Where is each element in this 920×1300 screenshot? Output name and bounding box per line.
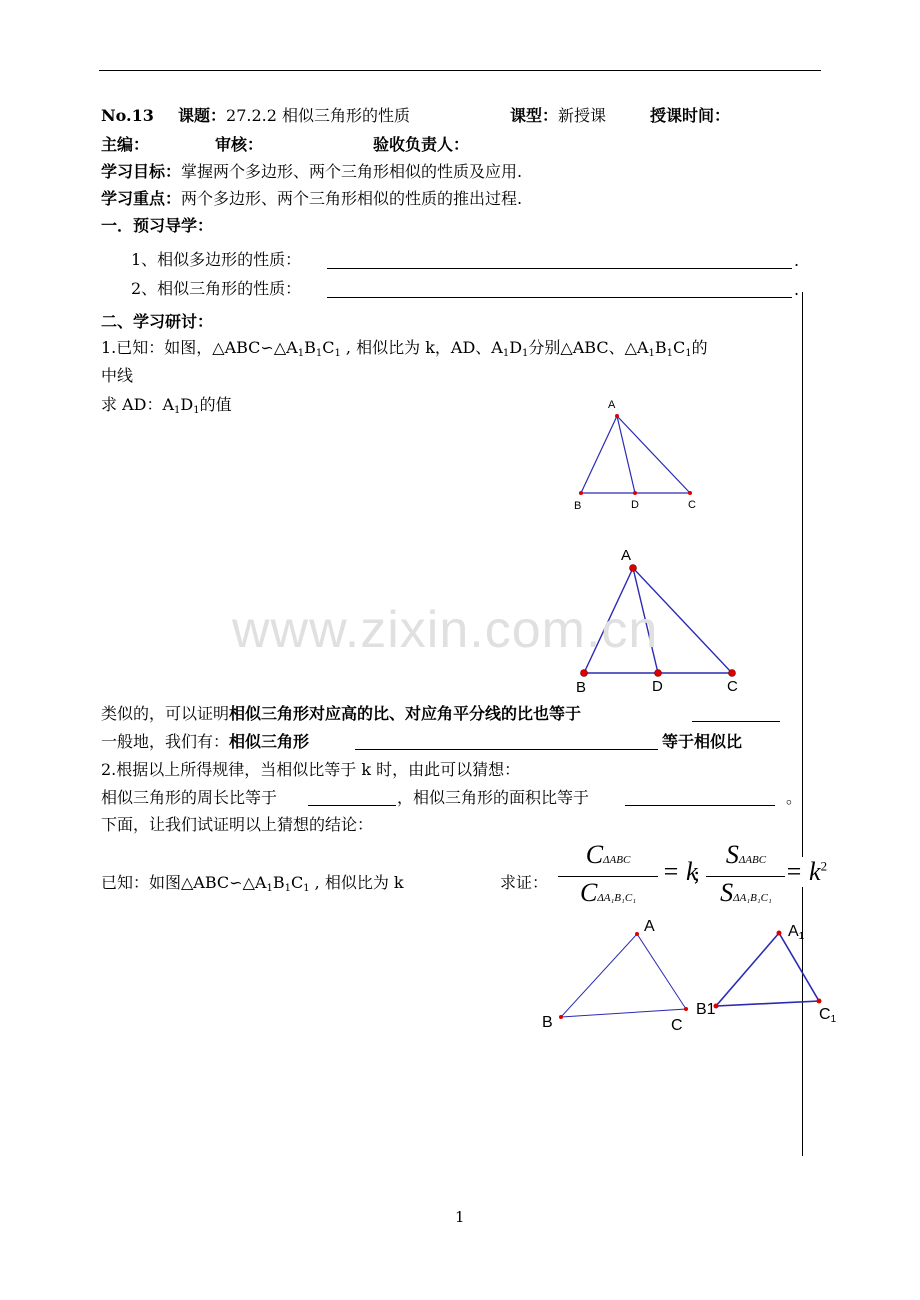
learning-focus bbox=[101, 189, 522, 209]
fig4-label-c: C1 bbox=[819, 1006, 837, 1025]
q1-sub: 1 bbox=[334, 348, 341, 359]
question-2-area: ，相似三角形的面积比等于 bbox=[397, 788, 590, 807]
semicolon: ； bbox=[693, 866, 710, 885]
fig4-label-a: A1 bbox=[788, 923, 805, 942]
general-text-c: 等于相似比 bbox=[662, 732, 743, 751]
lesson-number: No.13 bbox=[101, 106, 154, 125]
known-sub: 1 bbox=[303, 883, 310, 894]
period-1: . bbox=[794, 251, 800, 270]
q1-text-c: 分别△ABC、△A bbox=[528, 338, 649, 357]
abc-sub: ΔABC bbox=[603, 854, 631, 866]
known-c: C bbox=[290, 873, 304, 892]
c-symbol: C bbox=[579, 878, 598, 907]
equals-k: = k bbox=[662, 857, 698, 886]
fig2-label-a: A bbox=[621, 547, 632, 564]
general-text-b: 相似三角形 bbox=[229, 732, 310, 751]
q1-sub: 1 bbox=[193, 405, 200, 416]
goal-label: 学习目标： bbox=[101, 162, 182, 181]
q1-text-d: 的 bbox=[691, 338, 708, 357]
question-1-line-1 bbox=[101, 338, 708, 364]
figure-4-triangle bbox=[690, 915, 850, 1035]
topic-value: 27.2.2 相似三角形的性质 bbox=[226, 106, 410, 125]
perimeter-ratio-fraction bbox=[558, 840, 658, 913]
section2-title: 二、学习研讨： bbox=[101, 312, 214, 331]
type-label: 课型： bbox=[510, 106, 559, 125]
a1b1c1-sub: ΔA₁B₁C₁ bbox=[733, 892, 772, 904]
fig2-label-c: C bbox=[727, 678, 738, 695]
q1-sub: 1 bbox=[174, 405, 181, 416]
q1-find-a: 求 AD：A bbox=[101, 395, 175, 414]
c-symbol: C bbox=[585, 840, 604, 869]
equals-k-squared bbox=[785, 857, 827, 887]
answer-blank-3[interactable] bbox=[692, 721, 780, 722]
square-exponent: 2 bbox=[820, 858, 828, 874]
q1-sub: 1 bbox=[502, 348, 510, 359]
q1-sub: 1 bbox=[666, 348, 673, 359]
fig3-label-a: A bbox=[644, 918, 655, 935]
fig1-label-a: A bbox=[608, 399, 616, 411]
answer-blank-2[interactable] bbox=[327, 297, 792, 298]
similar-statement bbox=[101, 704, 581, 724]
goal-text: 掌握两个多边形、两个三角形相似的性质及应用. bbox=[181, 162, 523, 181]
answer-blank-6[interactable] bbox=[625, 805, 775, 806]
s-symbol: S bbox=[725, 840, 739, 869]
known-statement bbox=[101, 873, 404, 899]
s-symbol: S bbox=[720, 878, 734, 907]
eq-k2: = k bbox=[785, 857, 821, 886]
figure-1-triangle bbox=[560, 395, 720, 515]
type-value: 新授课 bbox=[558, 106, 607, 125]
known-b: B bbox=[272, 873, 285, 892]
answer-blank-4[interactable] bbox=[355, 749, 658, 750]
prove-label: 求证： bbox=[500, 873, 549, 892]
q1-sub: 1 bbox=[297, 348, 305, 359]
known-text-a: 已知：如图△ABC∽△A bbox=[101, 873, 267, 892]
q1-c: C bbox=[672, 338, 686, 357]
question-2-perimeter: 相似三角形的周长比等于 bbox=[101, 788, 278, 807]
area-ratio-fraction bbox=[706, 840, 786, 913]
preview-item-1: 1、相似多边形的性质： bbox=[131, 250, 302, 269]
top-rule bbox=[99, 70, 821, 71]
question-2-line-3: 下面，让我们试证明以上猜想的结论： bbox=[101, 815, 374, 834]
fraction-bar bbox=[558, 876, 658, 877]
fig1-label-c: C bbox=[688, 499, 696, 511]
preview-item-2: 2、相似三角形的性质： bbox=[131, 279, 302, 298]
fig3-label-c: C bbox=[671, 1017, 683, 1034]
q1-c: C bbox=[322, 338, 335, 357]
q1-sub: 1 bbox=[648, 348, 655, 359]
perimeter-numerator bbox=[558, 840, 658, 875]
watermark: www.zixin.com.cn bbox=[232, 601, 659, 659]
q1-sub: 1 bbox=[315, 348, 323, 359]
area-denominator bbox=[706, 878, 786, 913]
time-label: 授课时间： bbox=[650, 106, 731, 125]
question-2-end: 。 bbox=[786, 788, 803, 807]
q1-find-b: 的值 bbox=[199, 395, 232, 414]
topic-label: 课题： bbox=[178, 106, 227, 125]
known-text-b: , 相似比为 k bbox=[309, 873, 404, 892]
acceptor-label: 验收负责人： bbox=[373, 135, 470, 154]
q1-b: B bbox=[304, 338, 316, 357]
q1-d: D bbox=[509, 338, 523, 357]
q1-b: B bbox=[654, 338, 667, 357]
general-text-a: 一般地，我们有： bbox=[101, 732, 230, 751]
type-line bbox=[510, 106, 606, 126]
answer-blank-5[interactable] bbox=[308, 805, 396, 806]
abc-sub: ΔABC bbox=[738, 854, 767, 866]
area-numerator bbox=[706, 840, 786, 875]
known-sub: 1 bbox=[266, 883, 273, 894]
section1-title: 一．预习导学： bbox=[101, 216, 214, 235]
question-1-line-2: 中线 bbox=[101, 366, 134, 385]
q1-d: D bbox=[180, 395, 194, 414]
reviewer-label: 审核： bbox=[215, 135, 264, 154]
period-2: . bbox=[794, 280, 800, 299]
editor-label: 主编： bbox=[101, 135, 150, 154]
page-number: 1 bbox=[455, 1208, 465, 1226]
question-2-line-1: 2.根据以上所得规律，当相似比等于 k 时，由此可以猜想： bbox=[101, 760, 521, 779]
a1b1c1-sub: ΔA₁B₁C₁ bbox=[597, 892, 637, 904]
q1-text-a: 1.已知：如图，△ABC∽△A bbox=[101, 338, 298, 357]
topic-line bbox=[178, 106, 410, 126]
similar-text-b: 相似三角形对应高的比、对应角平分线的比也等于 bbox=[229, 704, 582, 723]
fig4-label-b: B1 bbox=[696, 1001, 716, 1018]
general-statement-a bbox=[101, 732, 309, 752]
fig2-label-d: D bbox=[652, 678, 663, 695]
perimeter-denominator bbox=[558, 878, 658, 913]
focus-label: 学习重点： bbox=[101, 189, 182, 208]
fig1-label-b: B bbox=[574, 500, 582, 512]
q1-text-b: , 相似比为 k，AD、A bbox=[340, 338, 503, 357]
figure-3-triangle bbox=[535, 910, 705, 1040]
fig3-label-b: B bbox=[542, 1014, 553, 1031]
fraction-bar bbox=[706, 876, 786, 877]
question-1-line-3 bbox=[101, 395, 232, 421]
answer-blank-1[interactable] bbox=[327, 268, 792, 269]
known-sub: 1 bbox=[284, 883, 291, 894]
q1-sub: 1 bbox=[685, 348, 692, 359]
q1-sub: 1 bbox=[522, 348, 529, 359]
similar-text-a: 类似的，可以证明 bbox=[101, 704, 230, 723]
learning-goal bbox=[101, 162, 522, 182]
focus-text: 两个多边形、两个三角形相似的性质的推出过程. bbox=[181, 189, 523, 208]
fig2-label-b: B bbox=[576, 679, 587, 696]
fig1-label-d: D bbox=[631, 499, 639, 511]
